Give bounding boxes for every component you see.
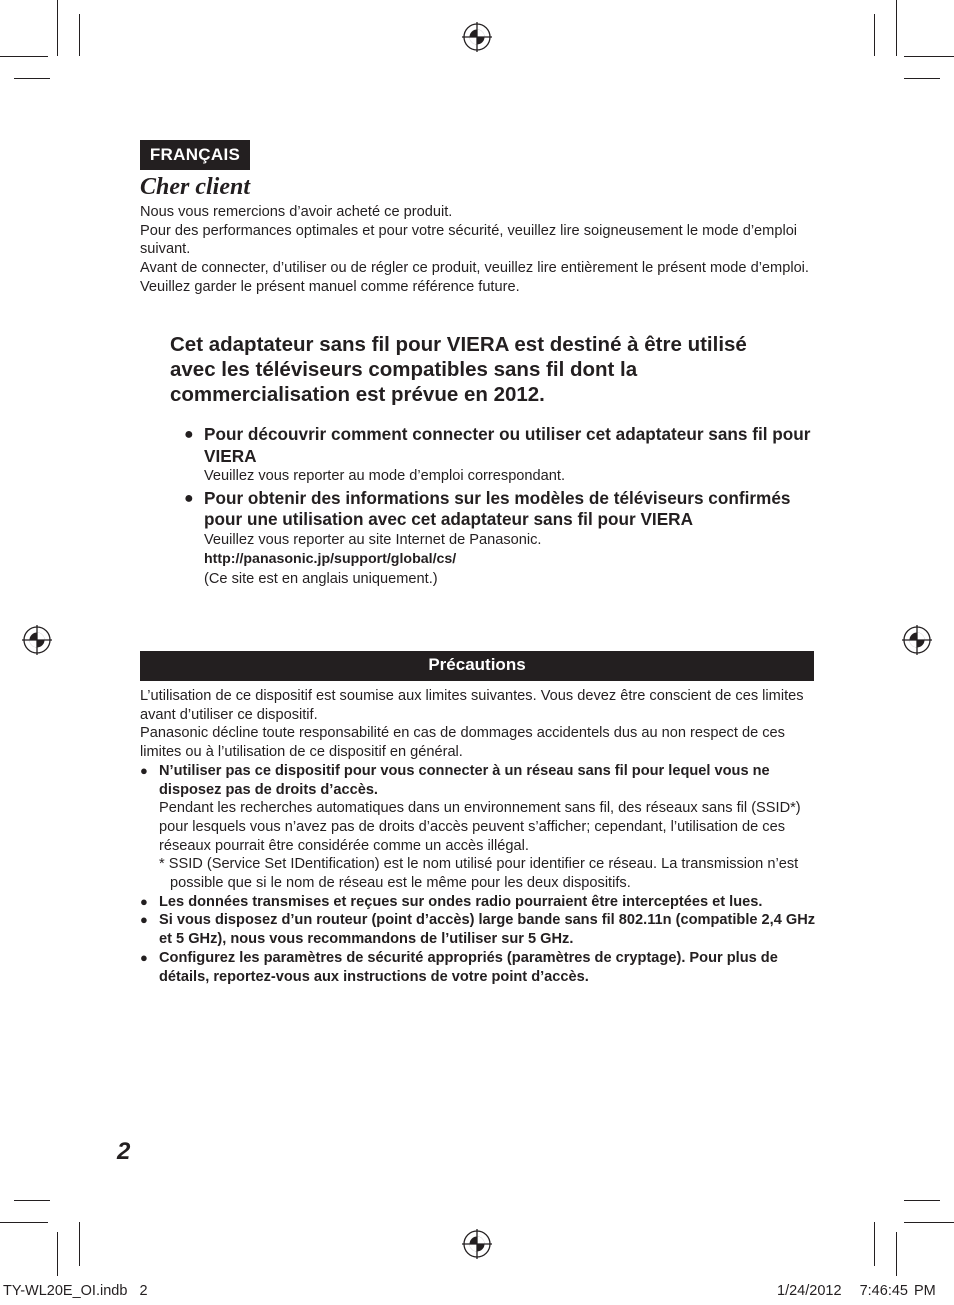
precaution-heading: Configurez les paramètres de sécurité appropriés (paramètres de cryptage). Pour plus de détails, reportez-vous aux instructions de votre point d’accès. — [159, 949, 778, 985]
precaution-text: Pendant les recherches automatiques dans un environnement sans fil, des réseaux sans fil (SSID*) pour lesquels vous n’avez pas de droits d’accès peuvent s’afficher; cependant, l’utilisation de ces réseaux pourrait être considérée comme un accès illégal. — [159, 800, 801, 854]
info-bullet-list — [184, 424, 814, 589]
crop-mark — [57, 1232, 58, 1276]
precautions-intro: Panasonic décline toute responsabilité en cas de dommages accidentels dus au non respect de ces limites ou à l’utilisation de ce dispositif en général. — [140, 725, 785, 761]
intro-text — [140, 203, 820, 297]
intro-paragraph: Pour des performances optimales et pour votre sécurité, veuillez lire soigneusement le mode d’emploi suivant. — [140, 222, 798, 258]
registration-mark-icon — [462, 22, 492, 52]
bullet-heading: Pour découvrir comment connecter ou utiliser cet adaptateur sans fil pour VIERA — [204, 424, 811, 466]
bullet-icon: ● — [184, 489, 194, 507]
crop-mark — [896, 0, 897, 56]
intro-paragraph: Avant de connecter, d’utiliser ou de régler ce produit, veuillez lire entièrement le présent mode d’emploi. — [140, 260, 809, 277]
bullet-text: Veuillez vous reporter au mode d’emploi correspondant. — [204, 468, 565, 484]
crop-mark — [0, 1222, 48, 1223]
crop-mark — [14, 78, 50, 79]
registration-mark-icon — [462, 1229, 492, 1259]
bullet-icon: ● — [140, 762, 148, 778]
compatibility-headline: Cet adaptateur sans fil pour VIERA est destiné à être utilisé avec les téléviseurs compatibles sans fil dont la commercialisation est prévue en 2012. — [170, 333, 747, 406]
crop-mark — [79, 1222, 80, 1266]
section-header: Précautions — [140, 651, 814, 681]
crop-mark — [57, 0, 58, 56]
crop-mark — [904, 1222, 954, 1223]
support-url-link[interactable]: http://panasonic.jp/support/global/cs/ — [204, 551, 457, 567]
list-item — [140, 949, 820, 986]
bullet-icon: ● — [140, 949, 148, 965]
bullet-icon: ● — [184, 426, 194, 443]
list-item — [184, 488, 814, 590]
crop-mark — [904, 1200, 940, 1201]
precaution-heading: Les données transmises et reçues sur ondes radio pourraient être interceptées et lues. — [159, 893, 763, 910]
footer-timestamp: 1/24/2012 7:46:45 PM — [777, 1283, 936, 1299]
language-tag: FRANÇAIS — [140, 140, 250, 170]
bullet-text: Veuillez vous reporter au site Internet de Panasonic. — [204, 531, 542, 548]
precaution-heading: Si vous disposez d’un routeur (point d’accès) large bande sans fil 802.11n (compatible 2,4 GHz et 5 GHz), nous vous recommandons de l’utiliser sur 5 GHz. — [159, 912, 816, 948]
registration-mark-icon — [902, 625, 932, 655]
precautions-intro: L’utilisation de ce dispositif est soumise aux limites suivantes. Vous devez être conscient de ces limites avant d’utiliser ce dispositif. — [140, 688, 804, 723]
precaution-footnote: * SSID (Service Set IDentification) est le nom utilisé pour identifier ce réseau. La transmission n’est possible que si le nom de réseau est le même pour les deux dispositifs. — [159, 856, 799, 892]
list-item — [140, 893, 820, 912]
bullet-icon: ● — [140, 912, 148, 928]
bullet-icon: ● — [140, 893, 148, 909]
page-number: 2 — [117, 1138, 131, 1165]
intro-paragraph: Nous vous remercions d’avoir acheté ce produit. — [140, 204, 453, 220]
intro-paragraph: Veuillez garder le présent manuel comme référence future. — [140, 278, 520, 295]
crop-mark — [14, 1200, 50, 1201]
crop-mark — [79, 14, 80, 56]
precautions-section — [140, 687, 820, 986]
list-item — [140, 911, 820, 948]
crop-mark — [896, 1232, 897, 1276]
footer-filename: TY-WL20E_OI.indb 2 — [3, 1283, 148, 1299]
crop-mark — [874, 14, 875, 56]
crop-mark — [904, 78, 940, 79]
crop-mark — [874, 1222, 875, 1266]
precaution-heading: N’utiliser pas ce dispositif pour vous connecter à un réseau sans fil pour lequel vous ne disposez pas de droits d’accès. — [159, 762, 770, 798]
registration-mark-icon — [22, 625, 52, 655]
page-title: Cher client — [140, 174, 251, 200]
crop-mark — [904, 56, 954, 57]
list-item — [140, 762, 820, 893]
list-item — [184, 424, 814, 487]
bullet-heading: Pour obtenir des informations sur les modèles de téléviseurs confirmés pour une utilisation avec cet adaptateur sans fil pour VIERA — [204, 487, 791, 529]
crop-mark — [0, 56, 48, 57]
bullet-note: (Ce site est en anglais uniquement.) — [204, 570, 438, 587]
